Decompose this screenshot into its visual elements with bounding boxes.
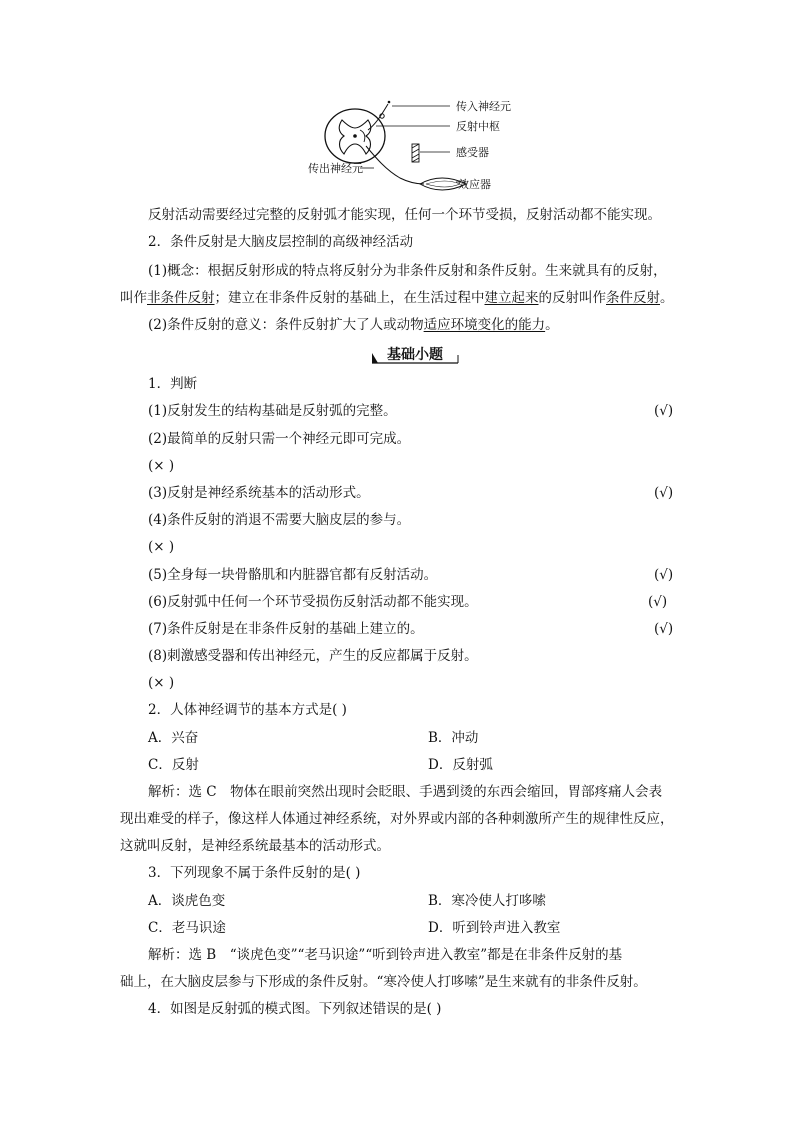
section-title-box — [370, 343, 460, 365]
label-effector: 效应器 — [458, 178, 491, 191]
concept-text: ；建立在非条件反射的基础上，在生活过程中 — [214, 290, 485, 306]
q1-item-text: (2)最简单的反射只需一个神经元即可完成。 — [148, 431, 411, 447]
q1-item-mark: (× ) — [148, 458, 175, 474]
interneuron — [360, 130, 365, 142]
q2-analysis-line-1: 解析：选 C 物体在眼前突然出现时会眨眼、手遇到烫的东西会缩回，胃部疼痛人会表 — [148, 784, 663, 800]
q1-item-text: (3)反射是神经系统基本的活动形式。 — [148, 485, 370, 501]
q3-option-d: D．听到铃声进入教室 — [428, 920, 561, 936]
blank-unconditioned-reflex: 非条件反射 — [147, 290, 215, 306]
label-center: 反射中枢 — [456, 120, 500, 133]
q1-item-text: (8)刺激感受器和传出神经元，产生的反应都属于反射。 — [148, 648, 478, 664]
label-receptor: 感受器 — [456, 146, 489, 159]
q3-option-a: A．谈虎色变 — [148, 893, 226, 909]
q1-item-mark: (√) — [648, 594, 668, 610]
label-afferent: 传入神经元 — [456, 100, 511, 113]
q3-analysis-line-1: 解析：选 B “谈虎色变”“老马识途”“听到铃声进入教室”都是在非条件反射的基 — [148, 947, 623, 963]
q3-stem: 3．下列现象不属于条件反射的是( ) — [148, 865, 361, 881]
concept-text: 。 — [660, 290, 674, 306]
q1-item-mark: (√) — [654, 567, 674, 583]
concept-line-1: (1)概念：根据反射形成的特点将反射分为非条件反射和条件反射。生来就具有的反射， — [148, 263, 667, 279]
q1-item-mark: (√) — [654, 621, 674, 637]
concept-text: 叫作 — [120, 290, 147, 306]
q1-item-text: (6)反射弧中任何一个环节受损伤反射活动都不能实现。 — [148, 594, 478, 610]
section-title: 基础小题 — [387, 347, 443, 363]
q1-item-mark: (√) — [654, 485, 674, 501]
q1-item-text: (1)反射发生的结构基础是反射弧的完整。 — [148, 403, 397, 419]
q2-analysis-line-2: 现出难受的样子，像这样人体通过神经系统，对外界或内部的各种刺激所产生的规律性反应， — [120, 811, 674, 827]
intro-paragraph-1: 反射活动需要经过完整的反射弧才能实现，任何一个环节受损，反射活动都不能实现。 — [148, 207, 661, 223]
q1-item-text: (5)全身每一块骨骼肌和内脏器官都有反射活动。 — [148, 567, 438, 583]
significance-text: (2)条件反射的意义：条件反射扩大了人或动物 — [148, 317, 424, 333]
fiber-end — [388, 101, 391, 104]
heading-conditioned-reflex: 2．条件反射是大脑皮层控制的高级神经活动 — [148, 234, 414, 250]
significance-text: 。 — [545, 317, 559, 333]
blank-conditioned-reflex: 条件反射 — [606, 290, 660, 306]
central-canal — [353, 134, 357, 138]
q1-item-mark: (× ) — [148, 675, 175, 691]
label-efferent: 传出神经元 — [308, 162, 363, 175]
receptor-shape — [412, 144, 419, 162]
blank-established: 建立起来 — [484, 290, 539, 306]
q2-option-c: C．反射 — [148, 757, 199, 773]
q2-option-b: B．冲动 — [428, 730, 479, 746]
q2-option-a: A．兴奋 — [148, 730, 199, 746]
q2-analysis-line-3: 这就叫反射，是神经系统最基本的活动形式。 — [120, 838, 390, 854]
significance-line — [148, 316, 559, 334]
q1-item-text: (4)条件反射的消退不需要大脑皮层的参与。 — [148, 512, 411, 528]
q1-item-mark: (× ) — [148, 539, 175, 555]
reflex-arc-diagram — [300, 96, 520, 196]
q1-item-mark: (√) — [654, 403, 674, 419]
q2-stem: 2．人体神经调节的基本方式是( ) — [148, 702, 347, 718]
q2-option-d: D．反射弧 — [428, 757, 493, 773]
q1-title: 1．判断 — [148, 376, 198, 392]
concept-line-2 — [120, 289, 674, 307]
q1-item-text: (7)条件反射是在非条件反射的基础上建立的。 — [148, 621, 424, 637]
concept-text: 的反射叫作 — [538, 290, 606, 306]
q3-option-c: C．老马识途 — [148, 920, 226, 936]
q3-analysis-line-2: 础上，在大脑皮层参与下形成的条件反射。“寒冷使人打哆嗦”是生来就有的非条件反射。 — [120, 974, 647, 990]
q3-option-b: B．寒冷使人打哆嗦 — [428, 893, 546, 909]
q4-stem: 4．如图是反射弧的模式图。下列叙述错误的是( ) — [148, 1001, 442, 1017]
blank-adaptation-ability: 适应环境变化的能力 — [423, 317, 546, 333]
